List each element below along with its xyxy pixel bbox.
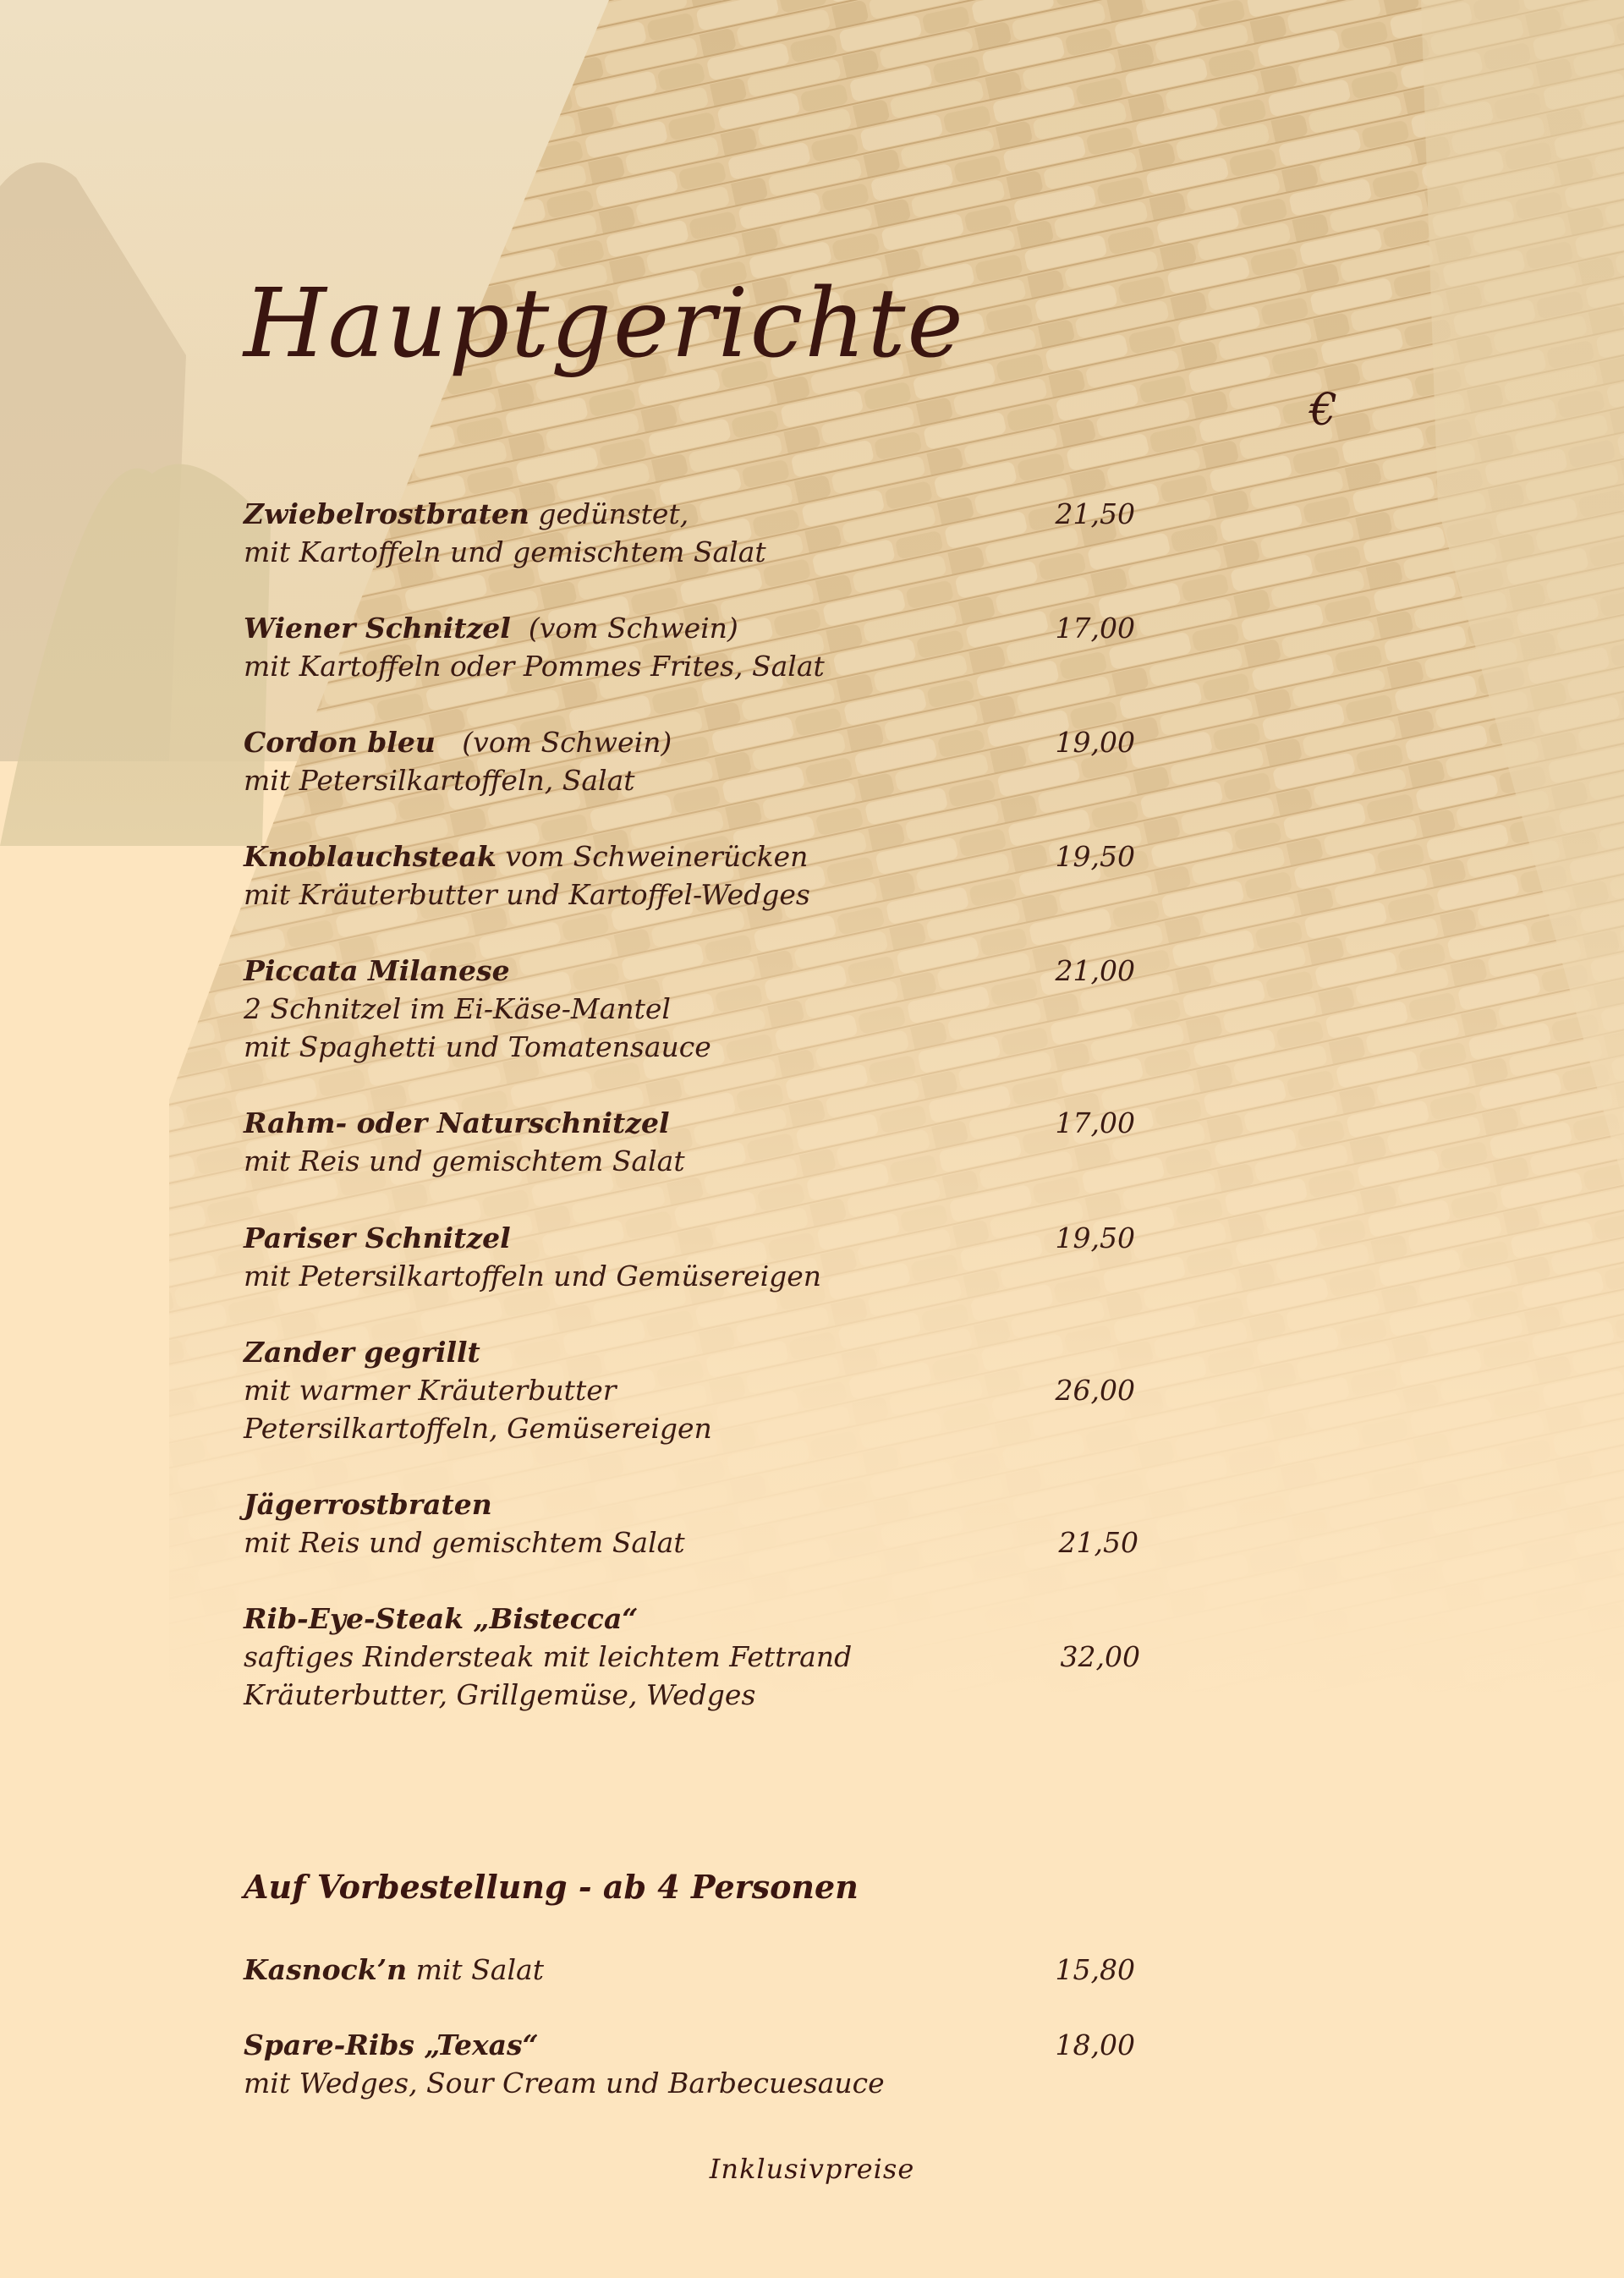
item-title-line [244, 1333, 1377, 1371]
preorder-heading: Auf Vorbestellung - ab 4 Personen [244, 1868, 859, 1906]
item-price: 17,00 [1055, 612, 1135, 645]
item-name: Zwiebelrostbraten [244, 497, 529, 530]
currency-symbol: € [1309, 385, 1338, 436]
menu-item [244, 837, 1377, 914]
item-name: Pariser Schnitzel [244, 1221, 511, 1254]
item-name: Rahm- oder Naturschnitzel [244, 1106, 670, 1139]
item-description: Petersilkartoffeln, Gemüsereigen [244, 1412, 712, 1445]
item-name: Cordon bleu [244, 726, 436, 759]
page-title: Hauptgerichte [244, 269, 965, 379]
item-description: mit Kartoffeln oder Pommes Frites, Salat [244, 650, 825, 683]
item-title-line [244, 837, 1377, 876]
item-title-line [244, 723, 1377, 761]
item-inline-description: gedünstet, [529, 497, 689, 530]
menu-item [244, 952, 1377, 1066]
item-description: mit Kräuterbutter und Kartoffel-Wedges [244, 878, 810, 911]
item-inline-description: vom Schweinerücken [496, 840, 809, 873]
footer-note: Inklusivpreise [709, 2153, 915, 2185]
item-inline-description: (vom Schwein) [510, 612, 738, 645]
item-name: Knoblauchsteak [244, 840, 497, 873]
menu-item [244, 1104, 1377, 1180]
menu-item [244, 1219, 1377, 1295]
item-price: 32,00 [1060, 1640, 1140, 1673]
item-name: Zander gegrillt [244, 1336, 480, 1369]
item-inline-description: (vom Schwein) [435, 726, 672, 759]
item-name: Jägerrostbraten [244, 1488, 492, 1521]
item-description: mit Kartoffeln und gemischtem Salat [244, 535, 766, 568]
menu-item [244, 609, 1377, 685]
menu-item [244, 1485, 1377, 1562]
item-price: 15,80 [1055, 1953, 1135, 1986]
item-description: mit warmer Kräuterbutter [244, 1374, 617, 1407]
item-description: mit Wedges, Sour Cream und Barbecuesauce [244, 2067, 885, 2100]
item-price: 19,00 [1055, 726, 1135, 759]
item-name: Spare-Ribs „Texas“ [244, 2028, 539, 2061]
item-price: 26,00 [1055, 1374, 1135, 1407]
item-name: Piccata Milanese [244, 954, 510, 987]
item-title-line [244, 2026, 1377, 2064]
item-inline-description: mit Salat [407, 1953, 544, 1986]
menu-item [244, 1951, 1377, 1989]
item-price: 18,00 [1055, 2028, 1135, 2061]
item-title-line [244, 1104, 1377, 1142]
menu-item [244, 1333, 1377, 1447]
menu-item [244, 2026, 1377, 2102]
item-title-line [244, 952, 1377, 990]
item-description: mit Spaghetti und Tomatensauce [244, 1030, 711, 1063]
menu-item [244, 723, 1377, 799]
item-description: saftiges Rindersteak mit leichtem Fettrand [244, 1640, 853, 1673]
item-title-line [244, 1219, 1377, 1257]
item-description: mit Reis und gemischtem Salat [244, 1526, 685, 1559]
item-title-line [244, 1951, 1377, 1989]
item-description: mit Petersilkartoffeln, Salat [244, 764, 635, 797]
item-description: 2 Schnitzel im Ei-Käse-Mantel [244, 992, 671, 1025]
item-price: 19,50 [1055, 1221, 1135, 1254]
menu-item [244, 495, 1377, 571]
item-price: 21,50 [1055, 497, 1135, 530]
item-price: 21,00 [1055, 954, 1135, 987]
menu-item [244, 1600, 1377, 1714]
item-description: mit Reis und gemischtem Salat [244, 1144, 685, 1177]
item-description: mit Petersilkartoffeln und Gemüsereigen [244, 1260, 822, 1293]
item-title-line [244, 609, 1377, 647]
item-title-line [244, 1485, 1377, 1523]
item-title-line [244, 1600, 1377, 1638]
item-name: Wiener Schnitzel [244, 612, 511, 645]
item-price: 19,50 [1055, 840, 1135, 873]
item-description: Kräuterbutter, Grillgemüse, Wedges [244, 1678, 756, 1711]
item-name: Rib-Eye-Steak „Bistecca“ [244, 1602, 639, 1635]
item-price: 21,50 [1058, 1526, 1138, 1559]
item-name: Kasnock’n [244, 1953, 408, 1986]
item-title-line [244, 495, 1377, 533]
item-price: 17,00 [1055, 1106, 1135, 1139]
